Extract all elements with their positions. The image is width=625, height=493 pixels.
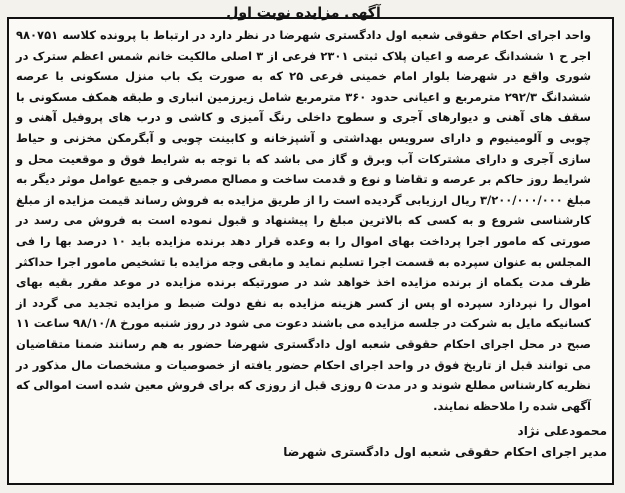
signature-block	[283, 422, 607, 462]
notice-body-text: واحد اجرای احکام حقوقی شعبه اول دادگستری شهرضا در نظر دارد در ارتباط با پرونده کلاسه ۹۸۰۷۵۱ اجر ح ۱ ششدانگ عرصه و اعیان پلاک ثبتی ۲۳۰۱ فرعی از ۳ اصلی مالکیت خانم شمس اعظم سترک در شوری واقع در شهرضا بلوار امام خمینی فرعی ۲۵ که به صورت یک باب منزل مسکونی با عرصه ششدانگ ۲۹۲/۳ مترمربع و اعیانی حدود ۳۶۰ مترمربع شامل زیرزمین انباری و طبقه همکف مسکونی با سقف های آهنی و دیوارهای آجری و سطوح داخلی رنگ آمیزی و کاشی و درب های پروفیل آهنی و چوبی و آلومینیوم و دارای سرویس بهداشتی و آشپزخانه و کابینت چوبی و آبگرمکن مخزنی و حیاط سازی آجری و دارای مشترکات آب وبرق و گاز می باشد که با توجه به شرایط فوق و موقعیت محل و شرایط روز حاکم بر عرصه و تقاضا و نوع و قدمت ساخت و مصالح مصرفی و جمیع عوامل موثر دیگر به مبلغ ۳/۲۰۰/۰۰۰/۰۰۰ ریال ارزیابی گردیده است را از طریق مزایده به فروش رساند قیمت مزایده از مبلغ کارشناسی شروع و به کسی که بالاترین مبلغ را پیشنهاد و قبول نموده است به فروش می رسد در صورتی که مامور اجرا پرداخت بهای اموال را به وعده قرار دهد برنده مزایده باید ۱۰ درصد بها را فی المجلس به عنوان سپرده به قسمت اجرا تسلیم نماید و مابقی وجه مزایده با تشخیص مامور اجرا حداکثر ظرف مدت یکماه از برنده مزایده اخذ خواهد شد در صورتیکه برنده مزایده در موعد مقرر بقیه بهای اموال را نپردازد سپرده او پس از کسر هزینه مزایده به نفع دولت ضبط و مزایده تجدید می گردد از کسانیکه مایل به شرکت در جلسه مزایده می باشند دعوت می شود در روز شنبه مورخ ۹۸/۱۰/۸ ساعت ۱۱ صبح در محل اجرای احکام حقوقی شعبه اول دادگستری شهرضا حضور به هم رسانند ضمنا متقاضیان می توانند قبل از تاریخ فوق در واحد اجرای احکام حضور یافته از خصوصیات و مشخصات مال مذکور در نظریه کارشناس مطلع شوند و در مدت ۵ روزی قبل از روزی که برای فروش معین شده است اموالی که آگهی شده را ملاحظه نمایند.	[16, 28, 592, 413]
notice-body	[16, 25, 591, 416]
signatory-name: محمودعلی نژاد	[517, 424, 607, 438]
notice-title: آگهی مزایده نوبت اول	[226, 5, 381, 21]
auction-notice	[16, 5, 591, 416]
signatory-title: مدیر اجرای احکام حقوقی شعبه اول دادگستری شهرضا	[283, 445, 607, 459]
